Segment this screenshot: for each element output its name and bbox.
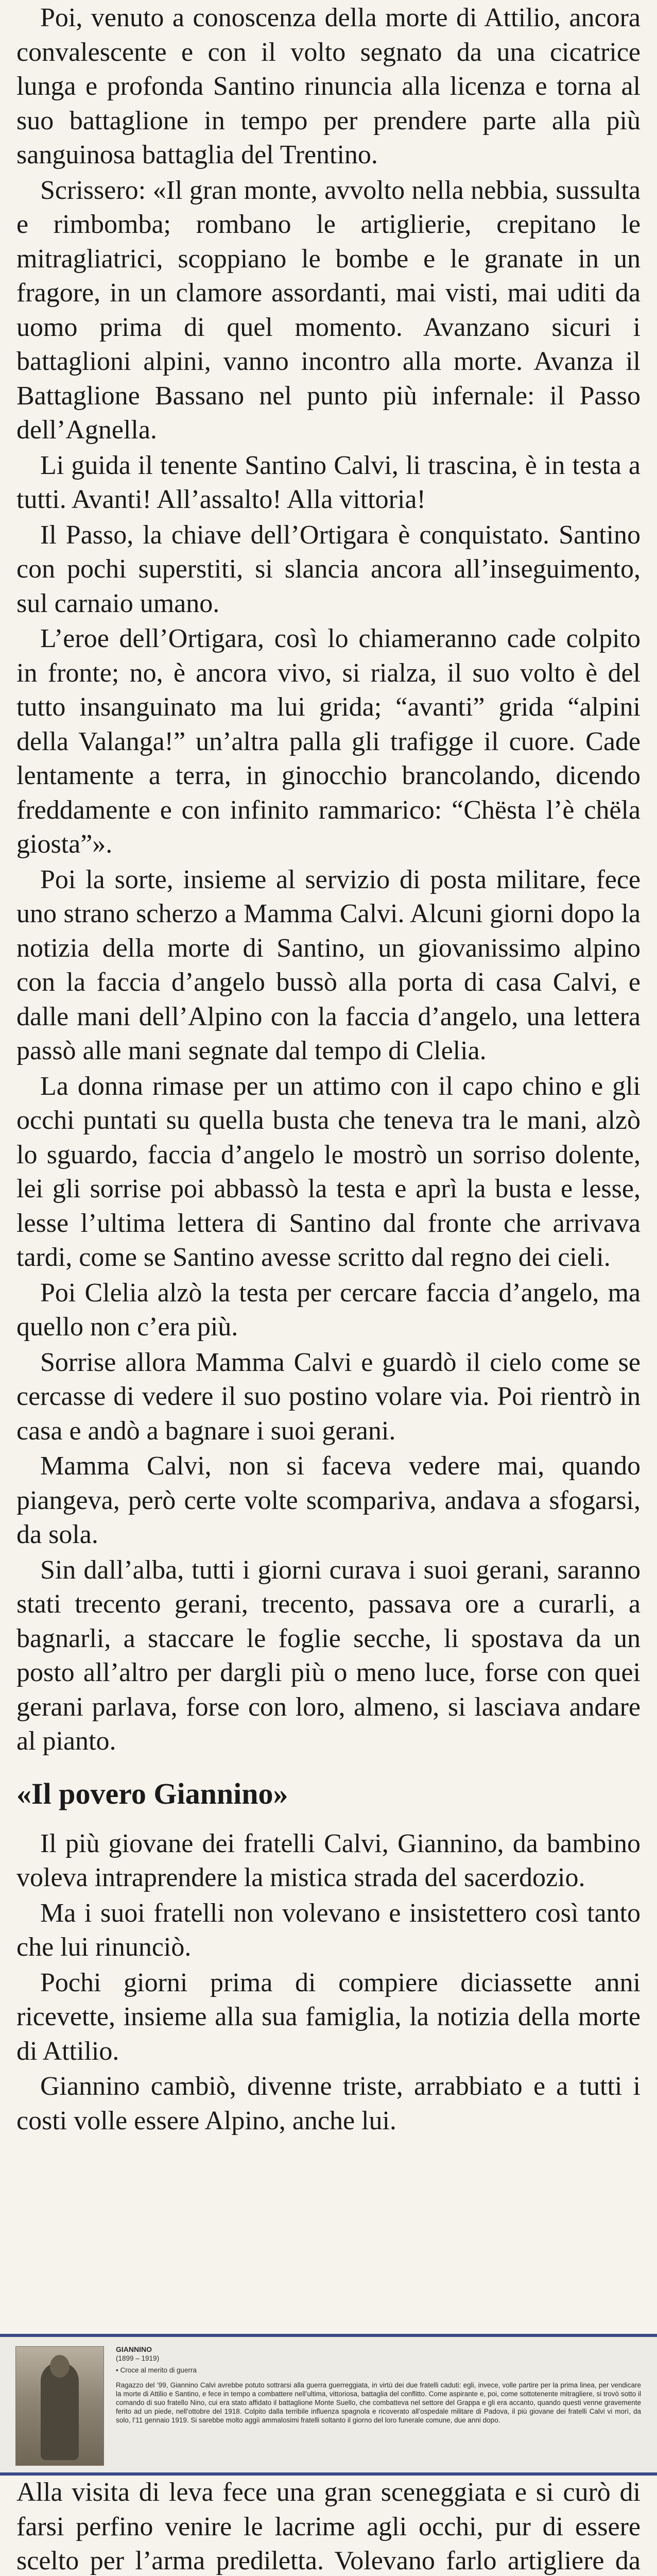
biography-caption (116, 2345, 641, 2425)
bio-award: • Croce al merito di guerra (116, 2366, 197, 2374)
paragraph: Poi la sorte, insieme al servizio di posta militare, fece uno strano scherzo a Mamma Calvi. Alcuni giorni dopo la notizia della morte di Santino, un giovanissimo alpino con la faccia d’angelo bussò alla porta di casa Calvi, e dalle mani dell’Alpino con la faccia d’angelo, una lettera passò alle mani segnate dal tempo di Clelia. (16, 865, 641, 1065)
bio-years: (1899 – 1919) (116, 2354, 160, 2362)
paragraph: Alla visita di leva fece una gran sceneggiata e si curò di farsi perfino venire le lacrime agli occhi, pur di essere scelto per l’arma prediletta. Volevano farlo artigliere da (16, 2478, 641, 2575)
paragraph-quote: Li guida il tenente Santino Calvi, li trascina, è in testa a tutti. Avanti! All’assalto! Alla vittoria! (16, 450, 641, 514)
article-section-2 (0, 2476, 657, 2576)
bio-text: Ragazzo del ’99, Giannino Calvi avrebbe potuto sottrarsi alla guerra guerreggiata, in virtù dei due fratelli caduti: egli, invece, volle partire per la prima linea, per vendicare la morte di Attilio e Santino, e fece in tempo a combattere nell’ultima, vittoriosa, battaglia del conflitto. Come aspirante e, poi, come sottotenente mitragliere, si trovò sotto il comando di suo fratello Nino, cui era stato affidato il battaglione Monte Suello, che combatteva nel settore del Grappa e gli era accanto, quando questi venne gravemente ferito ad un piede, nell’ottobre del 1918. Colpito dalla terribile influenza spagnola e ricoverato all’ospedale militare di Padova, il più giovane dei fratelli Calvi vi morì, da solo, l’11 gennaio 1919. Si sarebbe molto aggiì ammalosimi fratelli soltanto il giorno del loro funerale comune, due anni dopo. (116, 2381, 641, 2424)
paragraph-quote: Il Passo, la chiave dell’Ortigara è conquistato. Santino con pochi superstiti, si slancia ancora all’inseguimento, sul carnaio umano. (16, 520, 641, 618)
paragraph: Poi Clelia alzò la testa per cercare faccia d’angelo, ma quello non c’era più. (16, 1278, 641, 1342)
paragraph: Poi, venuto a conoscenza della morte di Attilio, ancora convalescente e con il volto segnato da una cicatrice lunga e profonda Santino rinuncia alla licenza e torna al suo battaglione in tempo per prendere parte alla più sanguinosa battaglia del Trentino. (16, 3, 641, 170)
paragraph: Il più giovane dei fratelli Calvi, Giannino, da bambino voleva intraprendere la mistica strada del sacerdozio. (16, 1828, 641, 1892)
paragraph-quote: L’eroe dell’Ortigara, così lo chiameranno cade colpito in fronte; no, è ancora vivo, si rialza, il suo volto è del tutto insanguinato ma lui grida; “avanti” grida “alpini della Valanga!” un’altra palla gli trafigge il cuore. Cade lentamente a terra, in ginocchio brancolando, dicendo freddamente e con infinito rammarico: “Chësta l’è chëla giosta”». (16, 624, 641, 859)
bio-name: GIANNINO (116, 2345, 152, 2353)
paragraph-quote: Scrissero: «Il gran monte, avvolto nella nebbia, sussulta e rimbomba; rombano le artiglierie, crepitano le mitragliatrici, scoppiano le bombe e le granate in un fragore, in un clamore assordanti, mai visti, mai uditi da uomo prima di quel momento. Avanzano sicuri i battaglioni alpini, vanno incontro alla morte. Avanza il Battaglione Bassano nel punto più infernale: il Passo dell’Agnella. (16, 175, 641, 445)
article-section-1 (0, 1, 657, 2139)
paragraph: Sorrise allora Mamma Calvi e guardò il cielo come se cercasse di vedere il suo postino volare via. Poi rientrò in casa e andò a bagnare i suoi gerani. (16, 1347, 641, 1446)
paragraph: Giannino cambiò, divenne triste, arrabbiato e a tutti i costi volle essere Alpino, anche lui. (16, 2072, 641, 2136)
portrait-head (50, 2355, 70, 2378)
section-heading: «Il povero Giannino» (16, 1776, 288, 1810)
paragraph: Pochi giorni prima di compiere diciassette anni ricevette, insieme alla sua famiglia, la notizia della morte di Attilio. (16, 1968, 641, 2066)
portrait-photo (15, 2346, 104, 2466)
paragraph: Ma i suoi fratelli non volevano e insistettero così tanto che lui rinunciò. (16, 1898, 641, 1962)
biography-box (0, 2334, 657, 2476)
paragraph: La donna rimase per un attimo con il capo chino e gli occhi puntati su quella busta che teneva tra le mani, alzò lo sguardo, faccia d’angelo le mostrò un sorriso dolente, lei gli sorrise poi abbassò la testa e aprì la busta e lesse, lesse l’ultima lettera di Santino dal fronte che arrivava tardi, come se Santino avesse scritto dal regno dei cieli. (16, 1071, 641, 1272)
paragraph: Mamma Calvi, non si faceva vedere mai, quando piangeva, però certe volte scompariva, andava a sfogarsi, da sola. (16, 1451, 641, 1549)
paragraph: Sin dall’alba, tutti i giorni curava i suoi gerani, saranno stati trecento gerani, trecento, passava ore a curarli, a bagnarli, a staccare le foglie secche, li spostava da un posto all’altro per dargli più o meno luce, forse con quei gerani parlava, forse con loro, almeno, si lasciava andare al pianto. (16, 1555, 641, 1756)
